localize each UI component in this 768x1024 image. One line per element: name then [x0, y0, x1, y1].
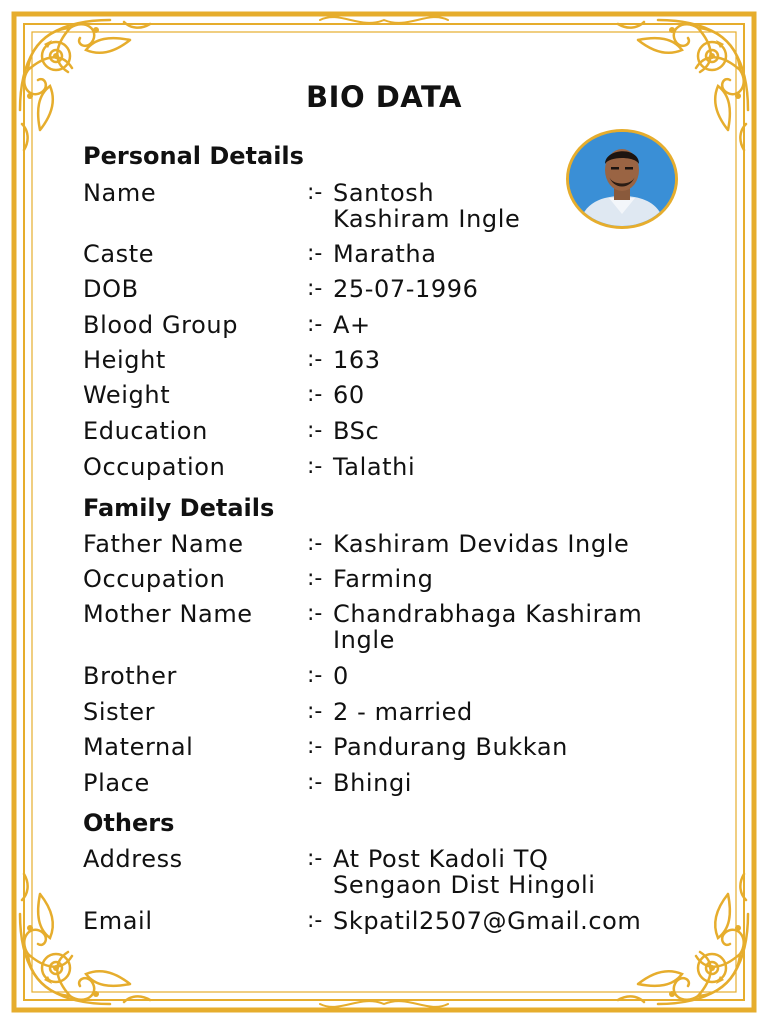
row-brother	[83, 663, 693, 699]
field-label: Place	[83, 769, 150, 797]
row-father-name	[83, 531, 693, 567]
row-blood-group	[83, 312, 693, 348]
field-separator: :-	[307, 566, 323, 591]
field-label: Education	[83, 417, 208, 445]
field-label: Father Name	[83, 530, 244, 558]
field-separator: :-	[307, 846, 323, 871]
row-sister	[83, 699, 693, 735]
field-label: Caste	[83, 240, 155, 268]
field-label: Maternal	[83, 733, 194, 761]
field-value: Pandurang Bukkan	[333, 733, 568, 761]
field-separator: :-	[307, 347, 323, 372]
row-weight	[83, 382, 693, 418]
row-place	[83, 770, 693, 806]
field-label: DOB	[83, 275, 139, 303]
field-separator: :-	[307, 312, 323, 337]
field-value: 25-07-1996	[333, 275, 479, 303]
field-value: 2 - married	[333, 698, 473, 726]
row-address	[83, 845, 693, 899]
document-title: BIO DATA	[306, 80, 462, 114]
field-separator: :-	[307, 241, 323, 266]
field-label: Occupation	[83, 565, 226, 593]
field-value: Talathi	[333, 453, 416, 481]
field-label: Sister	[83, 698, 156, 726]
field-separator: :-	[307, 418, 323, 443]
field-value: 163	[333, 346, 381, 374]
row-mother-name	[83, 600, 693, 654]
field-value: Maratha	[333, 240, 437, 268]
field-label: Name	[83, 179, 157, 207]
field-value: BSc	[333, 417, 380, 445]
field-separator: :-	[307, 699, 323, 724]
row-dob	[83, 276, 693, 312]
field-value: Bhingi	[333, 769, 413, 797]
field-label: Height	[83, 346, 166, 374]
field-value: Farming	[333, 565, 434, 593]
field-separator: :-	[307, 663, 323, 688]
field-separator: :-	[307, 276, 323, 301]
field-separator: :-	[307, 908, 323, 933]
field-value: 60	[333, 381, 365, 409]
field-separator: :-	[307, 180, 323, 205]
row-caste	[83, 241, 693, 277]
row-father-occupation	[83, 566, 693, 602]
field-label: Weight	[83, 381, 171, 409]
field-label: Address	[83, 845, 183, 873]
field-label: Email	[83, 907, 153, 935]
section-heading-personal: Personal Details	[83, 142, 304, 170]
email-link[interactable]: Skpatil2507@Gmail.com	[333, 907, 642, 935]
section-heading-family: Family Details	[83, 494, 275, 522]
field-separator: :-	[307, 770, 323, 795]
field-value: Chandrabhaga Kashiram Ingle	[333, 600, 643, 654]
field-separator: :-	[307, 601, 323, 626]
field-label: Blood Group	[83, 311, 239, 339]
field-separator: :-	[307, 382, 323, 407]
row-maternal	[83, 734, 693, 770]
field-value: Kashiram Devidas Ingle	[333, 530, 630, 558]
section-heading-others: Others	[83, 809, 175, 837]
row-height	[83, 347, 693, 383]
field-value: Santosh Kashiram Ingle	[333, 179, 521, 233]
field-separator: :-	[307, 531, 323, 556]
row-email	[83, 908, 693, 944]
field-separator: :-	[307, 734, 323, 759]
field-label: Brother	[83, 662, 177, 690]
field-value: 0	[333, 662, 349, 690]
row-occupation	[83, 454, 693, 490]
row-education	[83, 418, 693, 454]
field-separator: :-	[307, 454, 323, 479]
field-label: Mother Name	[83, 600, 253, 628]
field-label: Occupation	[83, 453, 226, 481]
row-name	[83, 179, 693, 233]
field-value: At Post Kadoli TQ Sengaon Dist Hingoli	[333, 845, 596, 899]
field-value: A+	[333, 311, 371, 339]
